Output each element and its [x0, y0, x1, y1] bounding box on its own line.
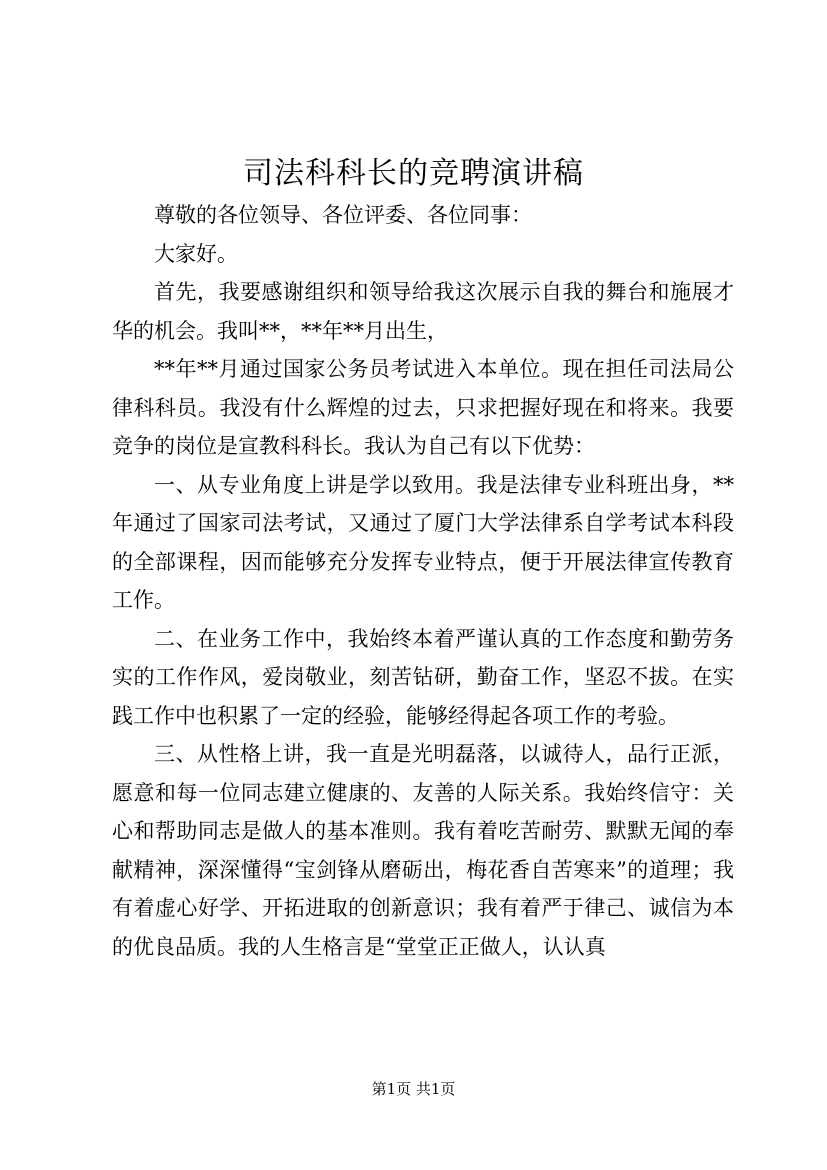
greeting: 大家好。 [154, 241, 238, 266]
salutation: 尊敬的各位领导、各位评委、各位同事： [154, 203, 532, 227]
document-body [112, 196, 734, 966]
paragraph-advantage-one: 一、从专业角度上讲是学以致用。我是法律专业科班出身，**年通过了国家司法考试，又通过了厦门大学法律系自学考试本科段的全部课程，因而能够充分发挥专业特点，便于开展法律宣传教育工作。 [112, 472, 734, 612]
document-title: 司法科科长的竞聘演讲稿 [243, 156, 584, 191]
paragraph-advantage-two: 二、在业务工作中，我始终本着严谨认真的工作态度和勤劳务实的工作作风，爱岗敬业，刻苦钻研，勤奋工作，坚忍不拔。在实践工作中也积累了一定的经验，能够经得起各项工作的考验。 [112, 626, 734, 728]
paragraph-background: **年**月通过国家公务员考试进入本单位。现在担任司法局公律科科员。我没有什么辉煌的过去，只求把握好现在和将来。我要竞争的岗位是宣教科科长。我认为自己有以下优势： [112, 357, 734, 458]
paragraph-intro: 首先，我要感谢组织和领导给我这次展示自我的舞台和施展才华的机会。我叫**，**年**月出生， [112, 280, 734, 343]
page-footer: 第1页 共1页 [371, 1080, 456, 1098]
paragraph-advantage-three: 三、从性格上讲，我一直是光明磊落，以诚待人，品行正派，愿意和每一位同志建立健康的、友善的人际关系。我始终信守：关心和帮助同志是做人的基本准则。我有着吃苦耐劳、默默无闻的奉献精神，深深懂得“宝剑锋从磨砺出，梅花香自苦寒来”的道理；我有着虚心好学、开拓进取的创新意识；我有着严于律己、诚信为本的优良品质。我的人生格言是“堂堂正正做人，认认真 [112, 742, 734, 959]
